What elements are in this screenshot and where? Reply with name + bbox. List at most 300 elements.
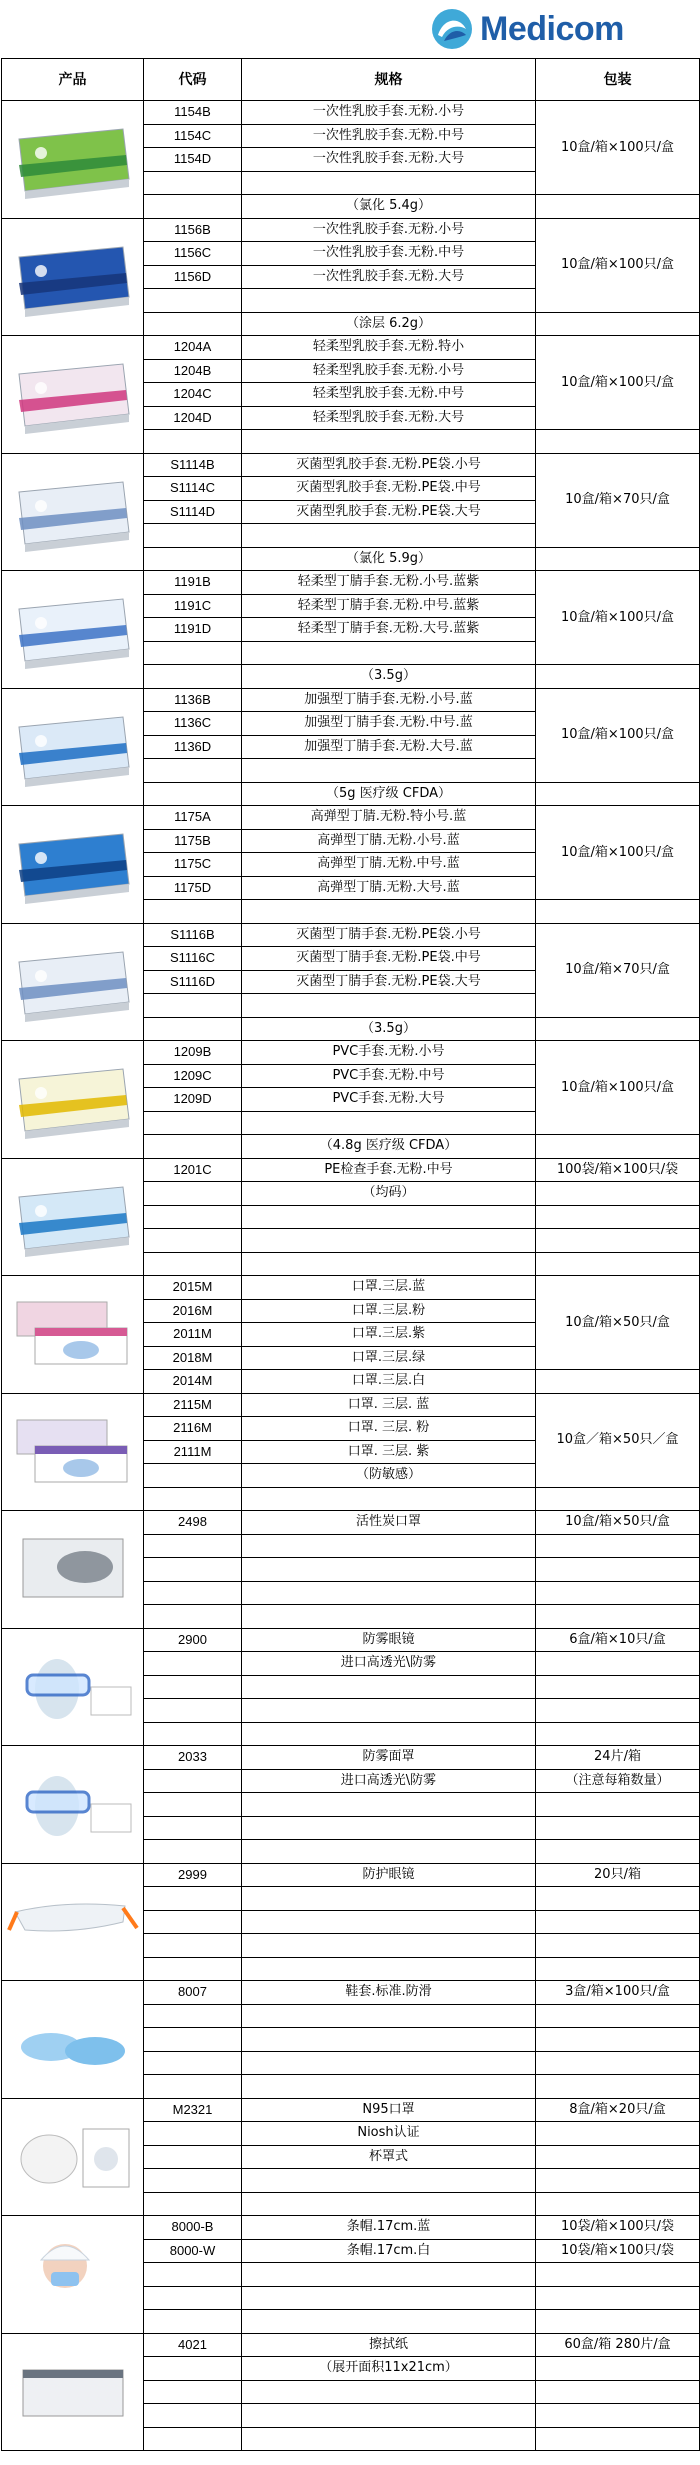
product-spec [242,1722,536,1746]
product-code [144,665,242,689]
sensitive-mask-boxes-image [2,1393,144,1511]
product-code: 1191B [144,571,242,595]
product-code: 1175C [144,853,242,877]
table-row [2,571,700,595]
product-code [144,2075,242,2099]
product-spec: Niosh认证 [242,2122,536,2146]
product-spec: 灭菌型乳胶手套.无粉.PE袋.小号 [242,453,536,477]
product-spec [242,289,536,313]
product-code [144,1652,242,1676]
table-row [2,2333,700,2357]
product-code: S1114C [144,477,242,501]
product-spec: N95口罩 [242,2098,536,2122]
packaging [536,900,700,924]
packaging [536,1558,700,1582]
product-spec: 轻柔型乳胶手套.无粉.中号 [242,383,536,407]
three-ply-mask-boxes-image [2,1276,144,1394]
packaging [536,1793,700,1817]
product-spec: 轻柔型丁腈手套.无粉.大号.蓝紫 [242,618,536,642]
product-code [144,2122,242,2146]
vitals-nitrile-sterile-glove-box-image [5,932,141,1032]
product-code: 2116M [144,1417,242,1441]
product-code: S1116C [144,947,242,971]
table-row [2,1158,700,1182]
packaging [536,1182,700,1206]
product-code: 2498 [144,1511,242,1535]
product-code [144,1182,242,1206]
high-stretch-nitrile-glove-box-image [5,814,141,914]
product-spec: （涂层 6.2g） [242,312,536,336]
packaging [536,1840,700,1864]
table-row [2,336,700,360]
product-code: 1204C [144,383,242,407]
product-spec [242,2404,536,2428]
product-code: 1209C [144,1064,242,1088]
product-code [144,2380,242,2404]
product-spec [242,2427,536,2451]
product-code [144,1675,242,1699]
table-row [2,923,700,947]
product-spec: 一次性乳胶手套.无粉.小号 [242,218,536,242]
product-spec: （3.5g） [242,665,536,689]
table-row [2,218,700,242]
product-spec: 鞋套.标准.防滑 [242,1981,536,2005]
product-spec [242,1699,536,1723]
product-code: 1156C [144,242,242,266]
packaging: 10盒／箱×50只／盒 [536,1393,700,1487]
product-code: 1204A [144,336,242,360]
packaging [536,1934,700,1958]
packaging [536,1370,700,1394]
product-spec: 高弹型丁腈.无粉.小号.蓝 [242,829,536,853]
safety-glasses-image [5,1872,141,1972]
product-code [144,171,242,195]
packaging: 60盒/箱 280片/盒 [536,2333,700,2357]
table-body [2,101,700,2451]
soft-latex-pink-glove-box-image [5,344,141,444]
packaging [536,195,700,219]
product-spec [242,1252,536,1276]
three-ply-mask-boxes-image [5,1284,141,1384]
brand-name: Medicom [480,9,624,48]
product-code [144,2263,242,2287]
table-row [2,101,700,125]
product-spec: 灭菌型乳胶手套.无粉.PE袋.中号 [242,477,536,501]
bouffant-cap-image [2,2216,144,2334]
product-code [144,1769,242,1793]
pvc-glove-box-image [5,1049,141,1149]
product-code [144,312,242,336]
packaging [536,1017,700,1041]
product-code: 1136D [144,735,242,759]
wipes-box-image [5,2342,141,2442]
product-code [144,289,242,313]
shoe-covers-image [2,1981,144,2099]
product-spec [242,1887,536,1911]
product-spec: 灭菌型乳胶手套.无粉.PE袋.大号 [242,500,536,524]
safebasics-pe-glove-bag-image [5,1167,141,1267]
packaging [536,1887,700,1911]
product-code [144,1252,242,1276]
product-code: 2115M [144,1393,242,1417]
product-code [144,1135,242,1159]
product-code [144,2427,242,2451]
product-spec: 口罩.三层.绿 [242,1346,536,1370]
product-code: S1114B [144,453,242,477]
product-code: 2011M [144,1323,242,1347]
product-spec: 活性炭口罩 [242,1511,536,1535]
packaging [536,1816,700,1840]
packaging [536,2028,700,2052]
product-code: 1204D [144,406,242,430]
sensitive-mask-boxes-image [5,1402,141,1502]
product-spec [242,2169,536,2193]
product-spec: 杯罩式 [242,2145,536,2169]
product-code: 1156B [144,218,242,242]
packaging [536,1699,700,1723]
product-spec: 一次性乳胶手套.无粉.大号 [242,265,536,289]
product-code [144,1534,242,1558]
product-spec: （3.5g） [242,1017,536,1041]
product-spec: 轻柔型乳胶手套.无粉.小号 [242,359,536,383]
product-spec [242,641,536,665]
packaging [536,2427,700,2451]
product-code: 1154C [144,124,242,148]
product-spec: 防护眼镜 [242,1863,536,1887]
product-code [144,641,242,665]
safetouch-nitrile-glove-box-image [2,688,144,806]
packaging: 10盒/箱×50只/盒 [536,1276,700,1370]
packaging [536,312,700,336]
packaging [536,547,700,571]
product-spec [242,1840,536,1864]
product-spec: 条帽.17cm.白 [242,2239,536,2263]
product-spec: 进口高透光\防雾 [242,1652,536,1676]
accu-fit-green-glove-box-image [2,101,144,219]
packaging: 10袋/箱×100只/袋 [536,2216,700,2240]
product-spec [242,171,536,195]
header-product: 产品 [2,59,144,101]
product-code: S1116B [144,923,242,947]
packaging: 24片/箱 [536,1746,700,1770]
product-spec: 一次性乳胶手套.无粉.大号 [242,148,536,172]
n95-respirator-image [5,2107,141,2207]
product-spec [242,1793,536,1817]
product-spec [242,2075,536,2099]
product-code [144,1887,242,1911]
product-spec: 条帽.17cm.蓝 [242,2216,536,2240]
product-code [144,2028,242,2052]
packaging: 20只/箱 [536,1863,700,1887]
product-code [144,1229,242,1253]
product-spec: 加强型丁腈手套.无粉.大号.蓝 [242,735,536,759]
product-spec: （氯化 5.4g） [242,195,536,219]
product-spec [242,430,536,454]
product-code [144,2286,242,2310]
product-code: 1156D [144,265,242,289]
product-spec: PE检查手套.无粉.中号 [242,1158,536,1182]
table-row [2,1863,700,1887]
product-code: 2033 [144,1746,242,1770]
packaging: 100袋/箱×100只/袋 [536,1158,700,1182]
product-spec: 防雾眼镜 [242,1628,536,1652]
product-code: 8000-B [144,2216,242,2240]
carbon-mask-box-image [5,1519,141,1619]
table-row [2,1746,700,1770]
product-spec [242,1910,536,1934]
packaging: 10袋/箱×100只/袋 [536,2239,700,2263]
product-code [144,994,242,1018]
product-spec [242,2051,536,2075]
packaging [536,1910,700,1934]
product-spec [242,759,536,783]
product-code [144,1487,242,1511]
product-spec [242,1558,536,1582]
product-spec: 口罩.三层.白 [242,1370,536,1394]
product-code [144,2404,242,2428]
product-spec: 轻柔型丁腈手套.无粉.中号.蓝紫 [242,594,536,618]
nitrile-light-glove-box-image [2,571,144,689]
packaging [536,2051,700,2075]
product-code [144,2310,242,2334]
product-code [144,1205,242,1229]
nitrile-light-glove-box-image [5,579,141,679]
product-code [144,782,242,806]
product-spec [242,2004,536,2028]
table-row [2,2098,700,2122]
packaging: 10盒/箱×100只/盒 [536,101,700,195]
product-spec: 轻柔型乳胶手套.无粉.大号 [242,406,536,430]
product-code: S1114D [144,500,242,524]
shoe-covers-image [5,1989,141,2089]
product-code [144,430,242,454]
packaging: 6盒/箱×10只/盒 [536,1628,700,1652]
accu-fit-green-glove-box-image [5,109,141,209]
product-spec: （均码） [242,1182,536,1206]
face-shield-image [2,1746,144,1864]
product-spec [242,2380,536,2404]
product-spec: 一次性乳胶手套.无粉.中号 [242,242,536,266]
product-code [144,1605,242,1629]
face-shield-image [5,1754,141,1854]
packaging [536,1605,700,1629]
safetouch-nitrile-glove-box-image [5,697,141,797]
accu-fit-blue-glove-box-image [2,218,144,336]
product-spec: 防雾面罩 [242,1746,536,1770]
product-code: 1136C [144,712,242,736]
product-code: 1154D [144,148,242,172]
product-code: 2016M [144,1299,242,1323]
product-spec: 口罩.三层.蓝 [242,1276,536,1300]
product-spec: 口罩.三层.紫 [242,1323,536,1347]
product-code [144,195,242,219]
product-code [144,2145,242,2169]
table-row [2,1628,700,1652]
product-spec [242,1205,536,1229]
packaging [536,1229,700,1253]
product-code [144,1699,242,1723]
table-row [2,1041,700,1065]
product-code: 2018M [144,1346,242,1370]
product-code: 8007 [144,1981,242,2005]
safety-glasses-image [2,1863,144,1981]
packaging: 10盒/箱×100只/盒 [536,336,700,430]
product-spec: （4.8g 医疗级 CFDA） [242,1135,536,1159]
packaging [536,1652,700,1676]
product-code: 1209B [144,1041,242,1065]
medicom-logo-icon [430,7,474,51]
product-spec: 高弹型丁腈.无粉.大号.蓝 [242,876,536,900]
product-spec: （5g 医疗级 CFDA） [242,782,536,806]
n95-respirator-image [2,2098,144,2216]
product-spec [242,1581,536,1605]
product-spec: （氯化 5.9g） [242,547,536,571]
product-spec [242,1605,536,1629]
packaging [536,665,700,689]
packaging [536,1581,700,1605]
product-code: 2015M [144,1276,242,1300]
product-spec [242,2286,536,2310]
product-spec: 高弹型丁腈.无粉.特小号.蓝 [242,806,536,830]
packaging: （注意每箱数量） [536,1769,700,1793]
packaging [536,2286,700,2310]
packaging [536,1135,700,1159]
product-code: M2321 [144,2098,242,2122]
product-table [1,58,700,2451]
packaging [536,1722,700,1746]
pvc-glove-box-image [2,1041,144,1159]
table-row [2,1276,700,1300]
product-code: 1154B [144,101,242,125]
packaging [536,1534,700,1558]
soft-latex-pink-glove-box-image [2,336,144,454]
product-code: 2111M [144,1440,242,1464]
anti-fog-eyewear-image [5,1637,141,1737]
packaging [536,1487,700,1511]
product-code [144,2004,242,2028]
packaging [536,1252,700,1276]
product-spec: PVC手套.无粉.中号 [242,1064,536,1088]
product-code [144,900,242,924]
table-row [2,688,700,712]
product-spec: 灭菌型丁腈手套.无粉.PE袋.小号 [242,923,536,947]
product-code [144,1840,242,1864]
product-code: 2900 [144,1628,242,1652]
header-code: 代码 [144,59,242,101]
table-row [2,2216,700,2240]
packaging: 10盒/箱×100只/盒 [536,571,700,665]
product-spec [242,1816,536,1840]
product-spec [242,2310,536,2334]
packaging [536,1957,700,1981]
product-code: 1175B [144,829,242,853]
product-code: 2999 [144,1863,242,1887]
product-spec: 口罩. 三层. 蓝 [242,1393,536,1417]
product-code: 8000-W [144,2239,242,2263]
packaging [536,1675,700,1699]
product-code: 1136B [144,688,242,712]
product-code: 1191D [144,618,242,642]
packaging [536,430,700,454]
vitals-nitrile-sterile-glove-box-image [2,923,144,1041]
anti-fog-eyewear-image [2,1628,144,1746]
packaging: 10盒/箱×70只/盒 [536,453,700,547]
accu-fit-blue-glove-box-image [5,227,141,327]
product-code [144,2051,242,2075]
product-spec [242,2028,536,2052]
vitals-latex-glove-box-image [2,453,144,571]
product-spec [242,1675,536,1699]
packaging: 10盒/箱×50只/盒 [536,1511,700,1535]
product-code [144,1957,242,1981]
table-row [2,1393,700,1417]
packaging [536,2192,700,2216]
product-code: 1175D [144,876,242,900]
product-code: 1191C [144,594,242,618]
safebasics-pe-glove-bag-image [2,1158,144,1276]
product-code [144,1111,242,1135]
product-code: 4021 [144,2333,242,2357]
carbon-mask-box-image [2,1511,144,1629]
product-spec: （展开面积11x21cm） [242,2357,536,2381]
product-code [144,1558,242,1582]
product-spec [242,1957,536,1981]
packaging [536,2122,700,2146]
product-spec [242,1934,536,1958]
packaging: 8盒/箱×20只/盒 [536,2098,700,2122]
table-row [2,453,700,477]
table-header-row [2,59,700,101]
product-spec: 高弹型丁腈.无粉.中号.蓝 [242,853,536,877]
packaging: 3盒/箱×100只/盒 [536,1981,700,2005]
product-code [144,1581,242,1605]
product-code [144,1464,242,1488]
product-spec: （防敏感） [242,1464,536,1488]
product-code: 1204B [144,359,242,383]
product-code [144,2192,242,2216]
packaging: 10盒/箱×100只/盒 [536,218,700,312]
product-code [144,759,242,783]
product-spec: 轻柔型丁腈手套.无粉.小号.蓝紫 [242,571,536,595]
packaging [536,2075,700,2099]
product-spec: 灭菌型丁腈手套.无粉.PE袋.中号 [242,947,536,971]
wipes-box-image [2,2333,144,2451]
medicom-logo [430,4,700,54]
product-spec [242,524,536,548]
packaging [536,2404,700,2428]
header-spec: 规格 [242,59,536,101]
product-spec: 口罩. 三层. 粉 [242,1417,536,1441]
product-spec: 进口高透光\防雾 [242,1769,536,1793]
packaging [536,2004,700,2028]
product-code: 1201C [144,1158,242,1182]
packaging [536,2263,700,2287]
high-stretch-nitrile-glove-box-image [2,806,144,924]
product-code [144,547,242,571]
product-spec [242,1229,536,1253]
product-spec [242,994,536,1018]
product-spec: 一次性乳胶手套.无粉.小号 [242,101,536,125]
packaging [536,782,700,806]
product-code [144,1722,242,1746]
product-spec: 口罩. 三层. 紫 [242,1440,536,1464]
product-code: 1175A [144,806,242,830]
product-code [144,1934,242,1958]
packaging: 10盒/箱×100只/盒 [536,1041,700,1135]
vitals-latex-glove-box-image [5,462,141,562]
product-code [144,1017,242,1041]
product-spec [242,2263,536,2287]
